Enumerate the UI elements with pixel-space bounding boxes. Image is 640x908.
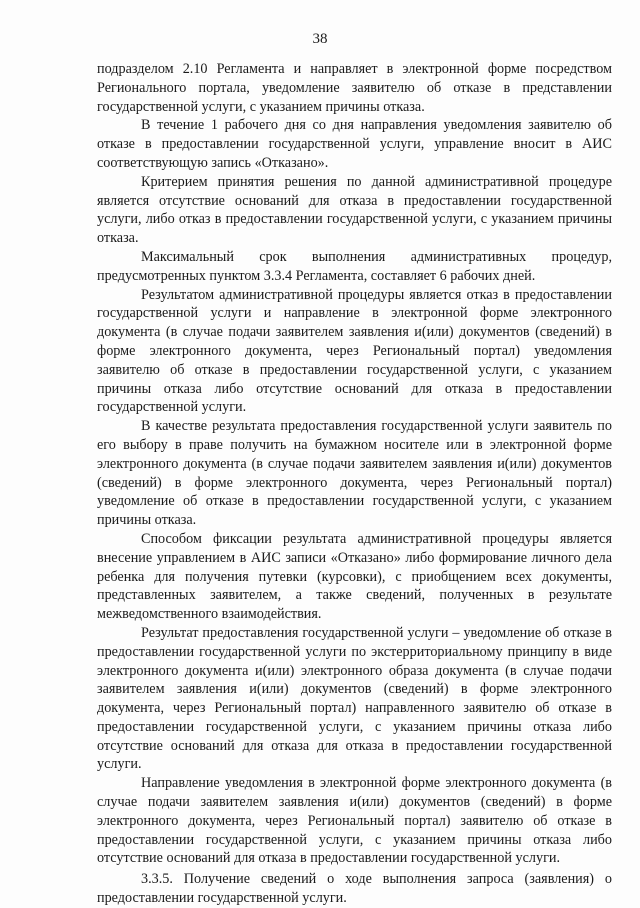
- document-body: [97, 60, 612, 908]
- paragraph-7: Способом фиксации результата административной процедуры является внесение управлением в АИС записи «Отказано» либо формирование личного дела ребенка для получения путевки (курсовки), с приобщением всех документы, представленных заявителем, а также сведений, полученных в результате межведомственного взаимодействия.: [97, 530, 612, 623]
- page-number: 38: [312, 31, 328, 47]
- paragraph-4: Максимальный срок выполнения административных процедур, предусмотренных пунктом 3.3.4 Регламента, составляет 6 рабочих дней.: [97, 248, 612, 284]
- paragraph-6: В качестве результата предоставления государственной услуги заявитель по его выбору в праве получить на бумажном носителе или в электронной форме электронного документа (в случае подачи заявителем заявления и(или) документов (сведений) в форме электронного документа, через Региональный портал) уведомление об отказе в предоставлении государственной услуги, с указанием причины отказа.: [97, 418, 612, 529]
- paragraph-3: Критерием принятия решения по данной административной процедуре является отсутствие оснований для отказа в предоставлении государственной услуги, либо отказ в предоставлении государственной услуги, с указанием причины отказа.: [97, 173, 612, 247]
- paragraph-5: Результатом административной процедуры является отказ в предоставлении государственной услуги и направление в электронной форме электронного документа (в случае подачи заявителем заявления и(или) документов (сведений) в форме электронного документа, через Региональный портал) уведомления заявителю об отказе в предоставлении государственной услуги, с указанием причины отказа либо отсутствие оснований для отказа в предоставлении государственной услуги.: [97, 286, 612, 416]
- section-heading-3-3-5: 3.3.5. Получение сведений о ходе выполнения запроса (заявления) о предоставлении государственной услуги.: [97, 871, 612, 907]
- paragraph-8: Результат предоставления государственной услуги – уведомление об отказе в предоставлении государственной услуги по экстерриториальному принципу в виде электронного документа и(или) электронного образа документа (в случае подачи заявителем заявления и(или) документов (сведений) в форме электронного документа, через Региональный портал) направленного заявителю об отказе в предоставлении государственной услуги, с указанием причины отказа либо отсутствие оснований для отказа для отказа в предоставлении государственной услуги.: [97, 624, 612, 773]
- paragraph-2: В течение 1 рабочего дня со дня направления уведомления заявителю об отказе в предоставлении государственной услуги, управление вносит в АИС соответствующую запись «Отказано».: [97, 117, 612, 171]
- paragraph-9: Направление уведомления в электронной форме электронного документа (в случае подачи заявителем заявления и(или) документов (сведений) в форме электронного документа, через Региональный портал) заявителю об отказе в предоставлении государственной услуги, с указанием причины отказа либо отсутствие оснований для отказа в предоставлении государственной услуги.: [97, 775, 612, 867]
- paragraph-1: подразделом 2.10 Регламента и направляет в электронной форме посредством Регионального портала, уведомление заявителю об отказе в представлении государственной услуги, с указанием причины отказа.: [97, 61, 612, 115]
